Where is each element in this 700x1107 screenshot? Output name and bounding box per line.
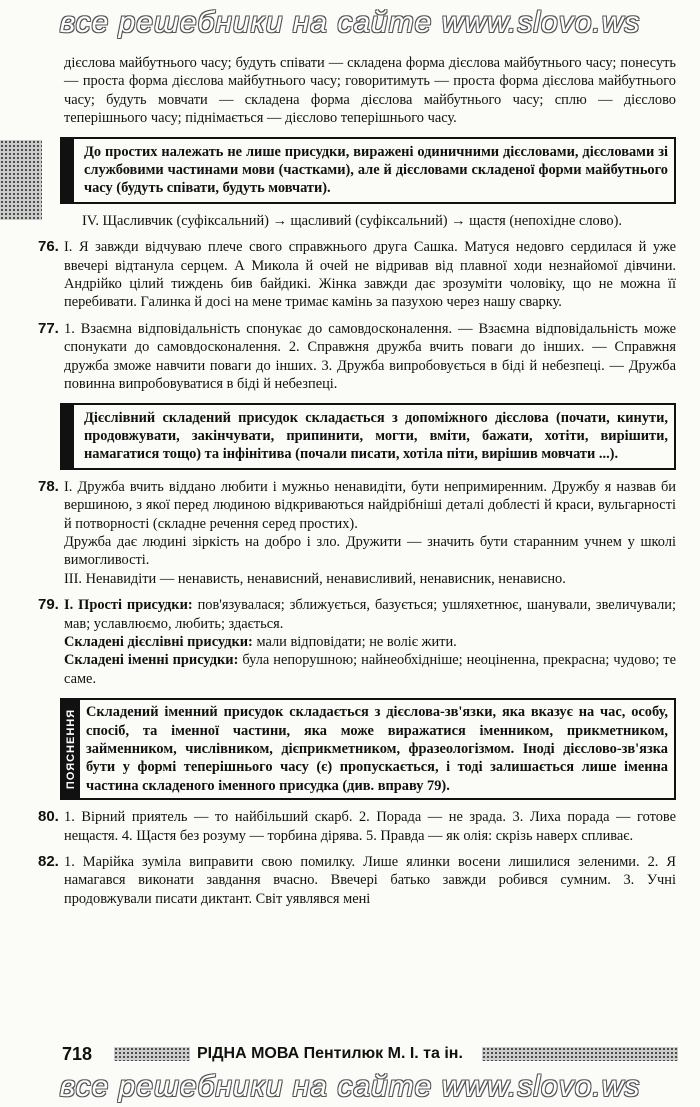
watermark-bottom: все решебники на сайте www.slovo.ws [59, 1070, 641, 1103]
verbal-predicates-line [64, 633, 676, 651]
explanation-side-label: ПОЯСНЕННЯ [62, 700, 80, 798]
exercise-text: 1. Марійка зуміла виправити свою помилку. Лише ялинки восени лишилися зеленими. 2. Я намагався виконати завдання вчасно. Ввечері батько завжди робився сумним. 3. Учні продовжували писати диктант. Світ уявлявся мені [64, 854, 676, 907]
rule-box-verbal-compound: Дієслівний складений присудок складається з допоміжного дієслова (почати, кинути, продовжувати, закінчувати, припинити, могти, вміти, бажати, хотіти, вирішити, намагатися тощо) та інфінітива (почали писати, хотіла піти, вирішив мовчати ...). [60, 403, 676, 470]
nominal-predicates-label: Складені іменні присудки: [64, 652, 239, 669]
page-footer [62, 1044, 682, 1064]
book-title: РІДНА МОВА Пентилюк М. І. та ін. [197, 1045, 463, 1062]
exercise-text: 1. Взаємна відповідальність спонукає до самовдосконалення. — Взаємна відповідальність може спонукати до самовдосконалення. 2. Справжня дружба вчить поваги до інших. — Справжня дружба зможе навчити поваги до інших. 3. Дружба випробовується в біді й небезпеці. — Дружба повинна випробовуватися в біді й небезпеці. [64, 320, 676, 393]
exercise-number: 78. [38, 477, 59, 495]
footer-pattern-left [114, 1047, 190, 1061]
exercise-text-i: I. Дружба вчить віддано любити і мужньо ненавидіти, бути непримиренним. Дружбу я назвав би вершиною, з якої перед людиною відкриваються найдрібніші деталі доблесті й краси, вульгарності й потворності (складне речення серед простих). [64, 478, 676, 532]
verbal-predicates-label: Складені дієслівні присудки: [64, 633, 253, 650]
exercise-80 [38, 808, 676, 845]
exercise-82 [38, 853, 676, 908]
rule-box-explanation [60, 698, 676, 800]
exercise-number: 79. [38, 596, 59, 614]
exercise-number: 82. [38, 853, 59, 871]
exercise-text-2: Дружба дає людині зіркість на добро і зло. Дружити — значить бути старанним учнем у школі вимогливості. [64, 533, 676, 569]
paragraph-iv: IV. Щасливчик (суфіксальний) → щасливий (суфіксальний) → щастя (непохідне слово). [82, 212, 623, 229]
exercise-77 [38, 319, 676, 394]
rule-box-simple-predicate: До простих належать не лише присудки, виражені одиничними дієсловами, дієсловами зі службовими частинами мови (частками), але й дієсловами складеної форми майбутнього часу (будуть співати, будуть мовчати). [60, 137, 676, 204]
exercise-number: 77. [38, 319, 59, 337]
nominal-predicates-text: була непорушною; найнеобхідніше; неоціненна, прекрасна; чудово; те саме. [64, 652, 676, 687]
simple-predicates-text: пов'язувалася; зближується, базується; ушляхетнює, шанували, звеличували; мав; уславлюємо, любить; здається. [64, 597, 676, 632]
page-number: 718 [62, 1044, 93, 1064]
nominal-predicates-line [64, 651, 676, 688]
exercise-number: 80. [38, 808, 59, 826]
watermark-top: все решебники на сайте www.slovo.ws [59, 6, 641, 39]
footer-pattern-right [482, 1047, 678, 1061]
exercise-text: 1. Вірний приятель — то найбільший скарб. 2. Порада — не зрада. 3. Лиха порада — готове нещастя. 4. Щастя без розуму — торбина дірява. 5. Правда — як олія: скрізь наверх спливає. [64, 809, 676, 844]
exercise-text: I. Я завжди відчуваю плече свого справжнього друга Сашка. Матуся недовго сердилася й уже ввечері відтанула серцем. А Микола й очей не відривав від плавної ходи незнайомої дівчини. Андрійко цілий тиждень бив байдикі. Жінка завжди дає зрозуміти чоловіку, що не можна її перебивати. Галинка й досі на мене тримає камінь за пазухою через нашу сварку. [64, 239, 676, 311]
exercise-number: 76. [38, 238, 59, 256]
side-pattern [0, 140, 42, 220]
exercise-76 [38, 238, 676, 312]
paragraph-continued: дієслова майбутнього часу; будуть співати — складена форма дієслова майбутнього часу; понесуть — проста форма дієслова майбутнього часу; говоритимуть — проста форма дієслова майбутнього часу; будуть мовчати — складена форма дієслова майбутнього часу; сплю — дієслово теперішнього часу; піднімається — дієслово теперішнього часу. [64, 55, 676, 127]
page-content [38, 54, 676, 908]
exercise-78 [38, 477, 676, 588]
exercise-79 [38, 596, 676, 688]
simple-predicates-line [64, 596, 676, 633]
explanation-text: Складений іменний присудок складається з дієслова-зв'язки, яка вказує на час, особу, спосіб, та іменної частини, яка може виражатися іменником, прикметником, займенником, числівником, дієприкметником, фразеологізмом. Іноді дієслово-зв'язка бути у формі теперішнього часу (є) пропускається, і тоді залишається лише іменна частина складеного іменного присудка (див. вправу 79). [86, 704, 668, 794]
simple-predicates-label: I. Прості присудки: [64, 597, 193, 614]
verbal-predicates-text: мали відповідати; не воліє жити. [256, 633, 457, 650]
exercise-text-iii: III. Ненавидіти — ненависть, ненависний, ненависливий, ненависник, ненависно. [64, 570, 566, 587]
